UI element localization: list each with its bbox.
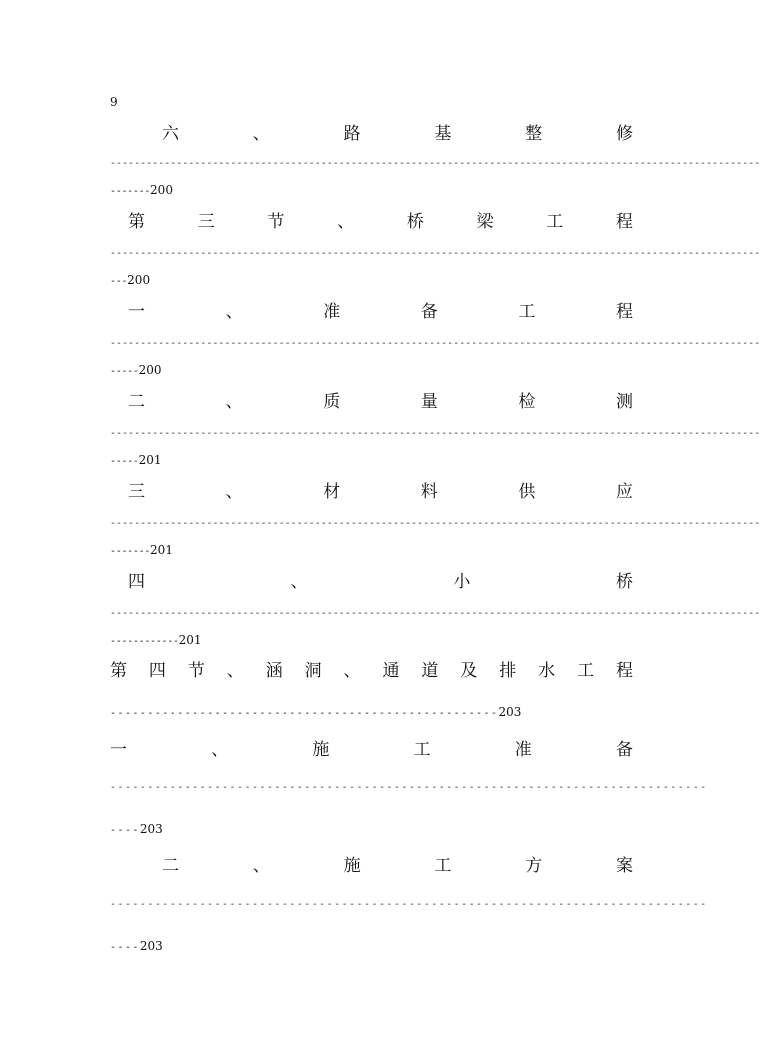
title-char: 工: [577, 661, 595, 681]
toc-entry-title: [110, 740, 633, 760]
title-char: 工: [413, 740, 431, 760]
title-char: 二: [128, 392, 145, 412]
title-char: 三: [128, 482, 145, 502]
toc-entry-page: -----201: [110, 453, 162, 467]
title-char: 洞: [304, 661, 322, 681]
title-char: 、: [226, 661, 244, 681]
title-char: 节: [267, 212, 285, 232]
title-char: 小: [453, 572, 471, 592]
toc-entry-page: ----203: [110, 939, 163, 953]
page-number-top: 9: [110, 95, 118, 109]
title-char: 准: [323, 302, 341, 322]
title-char: 涵: [265, 661, 283, 681]
title-char: 道: [421, 661, 439, 681]
title-char: 、: [337, 212, 355, 232]
title-char: 备: [615, 740, 633, 760]
title-char: 应: [615, 482, 633, 502]
title-char: 第: [128, 212, 145, 232]
title-char: 方: [525, 856, 543, 876]
toc-entry-page: -----200: [110, 363, 162, 377]
title-char: 梁: [476, 212, 494, 232]
title-char: 准: [514, 740, 532, 760]
title-char: 基: [434, 124, 452, 144]
dotted-leader: ------------------------------------------------------------------------------------------------------------: [110, 338, 760, 349]
title-char: 程: [615, 212, 633, 232]
title-char: 排: [499, 661, 517, 681]
title-char: 桥: [406, 212, 424, 232]
title-char: 一: [110, 740, 127, 760]
title-char: 程: [615, 661, 633, 681]
title-char: 工: [518, 302, 536, 322]
title-char: 节: [187, 661, 205, 681]
dotted-leader: ------------------------------------------------------------------------------------------------------------: [110, 248, 760, 259]
title-char: 工: [434, 856, 452, 876]
dotted-leader: ------------------------------------------------------------------------------------------------------------: [110, 608, 760, 619]
title-char: 备: [420, 302, 438, 322]
toc-entry-title: [128, 212, 633, 232]
title-char: 案: [615, 856, 633, 876]
title-char: 、: [343, 661, 361, 681]
title-char: 通: [382, 661, 400, 681]
title-char: 、: [290, 572, 308, 592]
title-char: 、: [225, 392, 243, 412]
title-char: 材: [323, 482, 341, 502]
title-char: 供: [518, 482, 536, 502]
toc-entry-title: [128, 392, 633, 412]
title-char: 施: [343, 856, 361, 876]
title-char: 整: [525, 124, 543, 144]
title-char: 修: [615, 124, 633, 144]
dotted-leader: ------------------------------------------------------------------------------------------------------------: [110, 518, 760, 529]
toc-entry-page: ------------201: [110, 633, 202, 647]
toc-entry-title: [162, 124, 633, 144]
title-char: 程: [615, 302, 633, 322]
title-char: 路: [343, 124, 361, 144]
toc-entry-page: ---200: [110, 273, 151, 287]
dotted-leader: ------------------------------------------------------------------------------------------------------------: [110, 158, 760, 169]
title-char: 、: [252, 124, 270, 144]
title-char: 、: [225, 482, 243, 502]
title-char: 四: [128, 572, 145, 592]
toc-entry-title: [162, 856, 633, 876]
title-char: 四: [148, 661, 166, 681]
toc-entry-title: [128, 572, 633, 592]
title-char: 、: [211, 740, 229, 760]
title-char: 检: [518, 392, 536, 412]
title-char: 一: [128, 302, 145, 322]
title-char: 质: [323, 392, 341, 412]
title-char: 料: [420, 482, 438, 502]
title-char: 、: [225, 302, 243, 322]
toc-entry-title: [110, 661, 633, 681]
title-char: 六: [162, 124, 179, 144]
toc-entry-page: ----------------------------------------------------203: [110, 705, 522, 719]
dotted-leader: --------------------------------------------------------------------------------: [110, 899, 708, 910]
title-char: 测: [615, 392, 633, 412]
title-char: 二: [162, 856, 179, 876]
title-char: 水: [538, 661, 556, 681]
title-char: 桥: [615, 572, 633, 592]
toc-entry-page: ----203: [110, 822, 163, 836]
title-char: 量: [420, 392, 438, 412]
title-char: 、: [252, 856, 270, 876]
toc-entry-page: -------201: [110, 543, 173, 557]
toc-entry-page: -------200: [110, 183, 173, 197]
toc-entry-title: [128, 302, 633, 322]
title-char: 三: [197, 212, 215, 232]
dotted-leader: --------------------------------------------------------------------------------: [110, 782, 708, 793]
title-char: 工: [546, 212, 564, 232]
toc-entry-title: [128, 482, 633, 502]
dotted-leader: ------------------------------------------------------------------------------------------------------------: [110, 428, 760, 439]
title-char: 施: [312, 740, 330, 760]
title-char: 及: [460, 661, 478, 681]
title-char: 第: [110, 661, 127, 681]
